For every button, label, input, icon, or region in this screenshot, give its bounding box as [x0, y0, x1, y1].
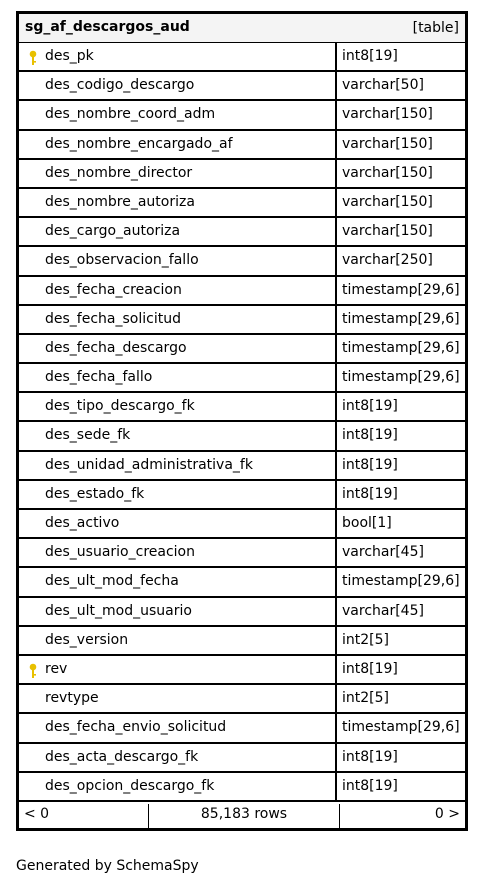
- column-name-cell: [19, 422, 337, 449]
- column-name-cell: [19, 335, 337, 362]
- column-name-cell: [19, 481, 337, 508]
- column-type: int8[19]: [342, 485, 398, 502]
- column-type: int8[19]: [342, 427, 398, 444]
- column-type: varchar[150]: [342, 193, 433, 210]
- column-name-cell: [19, 101, 337, 128]
- column-row[interactable]: [19, 598, 465, 627]
- column-type: int8[19]: [342, 777, 398, 794]
- column-type: int8[19]: [342, 456, 398, 473]
- table-name[interactable]: sg_af_descargos_aud: [25, 19, 190, 35]
- column-type-cell: [337, 422, 465, 449]
- column-type-cell: [337, 131, 465, 158]
- column-type-cell: [337, 189, 465, 216]
- column-name-cell: [19, 773, 337, 800]
- column-type-cell: [337, 277, 465, 304]
- column-type-cell: [337, 656, 465, 683]
- column-type: varchar[50]: [342, 77, 424, 94]
- column-type: varchar[250]: [342, 252, 433, 269]
- column-row[interactable]: [19, 277, 465, 306]
- column-type: varchar[45]: [342, 544, 424, 561]
- column-row[interactable]: [19, 685, 465, 714]
- column-name-cell: [19, 598, 337, 625]
- column-type-cell: [337, 247, 465, 274]
- column-type-cell: [337, 335, 465, 362]
- column-name: des_nombre_encargado_af: [45, 135, 233, 152]
- column-name-cell: [19, 277, 337, 304]
- column-type-cell: [337, 481, 465, 508]
- column-row[interactable]: [19, 364, 465, 393]
- column-name-cell: [19, 568, 337, 595]
- column-row[interactable]: [19, 160, 465, 189]
- column-row[interactable]: [19, 189, 465, 218]
- column-row[interactable]: [19, 481, 465, 510]
- table-entity: [16, 11, 468, 831]
- column-type-cell: [337, 714, 465, 741]
- column-type-cell: [337, 306, 465, 333]
- column-row[interactable]: [19, 539, 465, 568]
- column-name: des_acta_descargo_fk: [45, 748, 199, 765]
- column-name-cell: [19, 744, 337, 771]
- column-type: varchar[150]: [342, 135, 433, 152]
- column-list: [19, 43, 465, 802]
- column-name-cell: [19, 160, 337, 187]
- footer-divider: [339, 804, 340, 828]
- column-type: timestamp[29,6]: [342, 339, 460, 356]
- table-footer: [19, 804, 465, 828]
- column-type-cell: [337, 568, 465, 595]
- column-name-cell: [19, 364, 337, 391]
- column-type: timestamp[29,6]: [342, 281, 460, 298]
- column-name: des_fecha_fallo: [45, 369, 153, 386]
- column-row[interactable]: [19, 714, 465, 743]
- column-row[interactable]: [19, 656, 465, 685]
- column-type: varchar[150]: [342, 223, 433, 240]
- column-name-cell: [19, 218, 337, 245]
- column-type-cell: [337, 773, 465, 800]
- column-name-cell: [19, 247, 337, 274]
- column-name-cell: [19, 627, 337, 654]
- column-row[interactable]: [19, 452, 465, 481]
- column-type-cell: [337, 72, 465, 99]
- column-type: varchar[150]: [342, 106, 433, 123]
- column-type-cell: [337, 539, 465, 566]
- column-type-cell: [337, 627, 465, 654]
- column-type-cell: [337, 160, 465, 187]
- column-type-cell: [337, 43, 465, 70]
- column-type: int8[19]: [342, 398, 398, 415]
- column-name-cell: [19, 656, 337, 683]
- column-name: des_nombre_coord_adm: [45, 106, 216, 123]
- column-name: des_estado_fk: [45, 485, 145, 502]
- column-type-cell: [337, 510, 465, 537]
- column-type: bool[1]: [342, 515, 392, 531]
- column-row[interactable]: [19, 744, 465, 773]
- column-name: des_unidad_administrativa_fk: [45, 456, 253, 473]
- column-type-cell: [337, 685, 465, 712]
- column-type-cell: [337, 364, 465, 391]
- column-name: des_ult_mod_usuario: [45, 602, 192, 619]
- column-name: des_sede_fk: [45, 427, 131, 444]
- parent-count: < 0: [24, 806, 50, 822]
- row-count: 85,183 rows: [200, 806, 288, 822]
- primary-key-icon: [28, 50, 38, 66]
- column-row[interactable]: [19, 335, 465, 364]
- table-type-label: [table]: [412, 20, 459, 36]
- column-type: int8[19]: [342, 48, 398, 64]
- column-name: revtype: [45, 690, 99, 707]
- column-type-cell: [337, 744, 465, 771]
- column-name-cell: [19, 510, 337, 537]
- column-row[interactable]: [19, 422, 465, 451]
- column-row[interactable]: [19, 131, 465, 160]
- column-name-cell: [19, 306, 337, 333]
- column-name: des_opcion_descargo_fk: [45, 777, 215, 794]
- column-name-cell: [19, 685, 337, 712]
- column-name: des_observacion_fallo: [45, 252, 199, 269]
- column-row[interactable]: [19, 627, 465, 656]
- column-type: int2[5]: [342, 631, 389, 648]
- column-row[interactable]: [19, 101, 465, 130]
- column-row[interactable]: [19, 773, 465, 802]
- column-type: varchar[45]: [342, 602, 424, 619]
- column-name-cell: [19, 393, 337, 420]
- column-type-cell: [337, 452, 465, 479]
- column-type-cell: [337, 101, 465, 128]
- column-name: des_version: [45, 631, 129, 648]
- column-name-cell: [19, 43, 337, 70]
- column-name-cell: [19, 72, 337, 99]
- column-row[interactable]: [19, 43, 465, 72]
- column-name-cell: [19, 452, 337, 479]
- column-type: timestamp[29,6]: [342, 310, 460, 327]
- column-name: des_tipo_descargo_fk: [45, 398, 195, 415]
- column-name-cell: [19, 714, 337, 741]
- column-name: des_pk: [45, 48, 94, 64]
- column-name: des_fecha_solicitud: [45, 310, 181, 327]
- column-row[interactable]: [19, 72, 465, 101]
- column-name: des_fecha_creacion: [45, 281, 182, 298]
- column-type: varchar[150]: [342, 164, 433, 181]
- column-type: int8[19]: [342, 660, 398, 677]
- column-name: des_fecha_descargo: [45, 339, 187, 356]
- column-name: des_nombre_director: [45, 164, 193, 181]
- column-name: des_nombre_autoriza: [45, 193, 195, 210]
- column-row[interactable]: [19, 568, 465, 597]
- column-row[interactable]: [19, 247, 465, 276]
- column-type: timestamp[29,6]: [342, 369, 460, 386]
- column-type-cell: [337, 218, 465, 245]
- column-name: des_codigo_descargo: [45, 77, 195, 94]
- column-row[interactable]: [19, 218, 465, 247]
- column-name: rev: [45, 660, 68, 677]
- column-type: int2[5]: [342, 690, 389, 707]
- column-type: timestamp[29,6]: [342, 573, 460, 590]
- column-name-cell: [19, 189, 337, 216]
- column-type-cell: [337, 393, 465, 420]
- table-header: [19, 14, 465, 43]
- column-type-cell: [337, 598, 465, 625]
- column-type: timestamp[29,6]: [342, 719, 460, 736]
- column-row[interactable]: [19, 393, 465, 422]
- column-name: des_fecha_envio_solicitud: [45, 719, 227, 736]
- column-name: des_ult_mod_fecha: [45, 573, 179, 590]
- column-type: int8[19]: [342, 748, 398, 765]
- child-count: 0 >: [434, 806, 460, 822]
- generated-by-label: Generated by SchemaSpy: [16, 858, 199, 874]
- column-row[interactable]: [19, 510, 465, 539]
- column-row[interactable]: [19, 306, 465, 335]
- column-name: des_usuario_creacion: [45, 544, 195, 561]
- column-name-cell: [19, 539, 337, 566]
- column-name: des_activo: [45, 515, 120, 531]
- column-name: des_cargo_autoriza: [45, 223, 181, 240]
- primary-key-icon: [28, 663, 38, 679]
- column-name-cell: [19, 131, 337, 158]
